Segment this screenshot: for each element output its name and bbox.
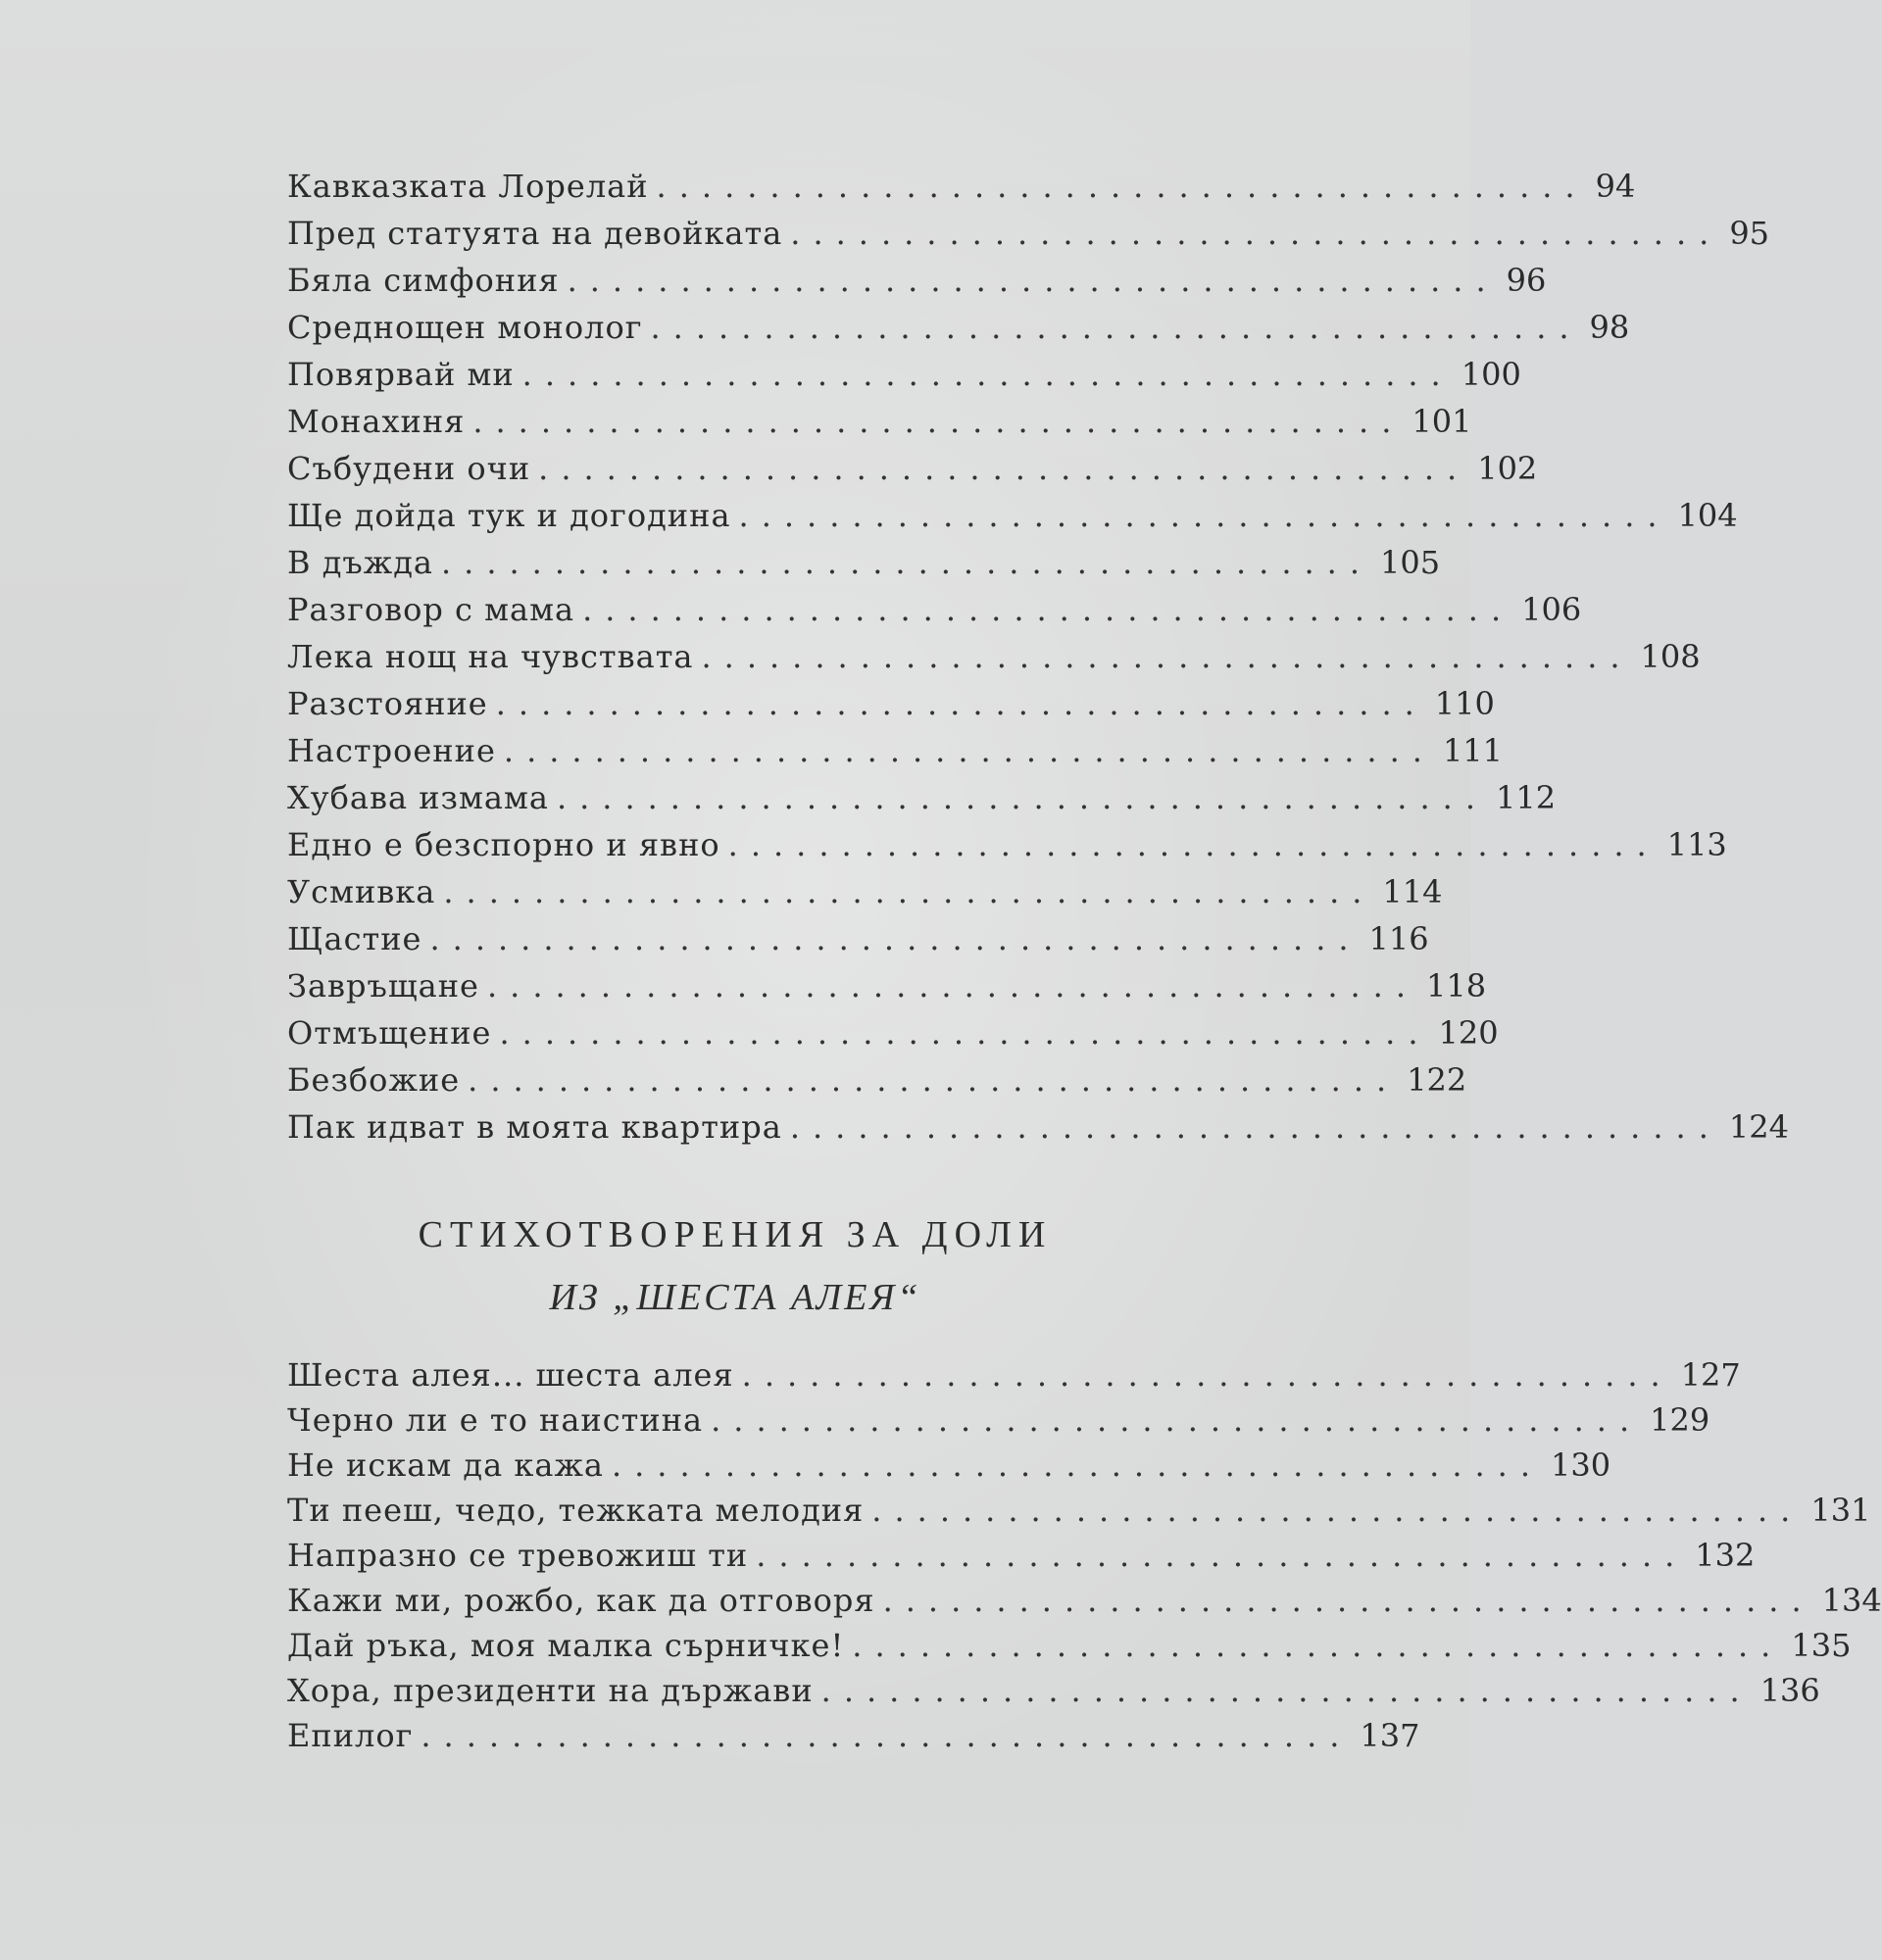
leader-dots: ......................................... [486,967,1419,1004]
toc-entry-page: 129 [1650,1401,1710,1439]
toc-entry-title: Монахиня [287,403,466,440]
toc-entry-page: 110 [1434,685,1495,722]
toc-entry-title: Черно ли е то наистина [287,1401,704,1439]
toc-entry [287,636,1701,677]
toc-entry [287,1580,1882,1621]
toc-entry-page: 122 [1407,1061,1467,1099]
toc-entry-page: 96 [1506,262,1547,299]
leader-dots: ......................................... [556,779,1488,816]
toc-entry-page: 100 [1461,356,1521,393]
leader-dots: ......................................... [499,1014,1431,1052]
toc-entry-title: Хубава измама [287,779,549,816]
leader-dots: ......................................... [711,1401,1643,1439]
leader-dots: ......................................... [790,215,1722,252]
toc-entry-page: 111 [1442,732,1504,769]
leader-dots: ......................................... [421,1717,1353,1754]
toc-entry-page: 116 [1368,920,1429,957]
toc-entry-page: 135 [1791,1627,1852,1664]
toc-entry-title: Отмъщение [287,1014,492,1052]
toc-entry-title: Дай ръка, моя малка сърничке! [287,1627,845,1664]
leader-dots: ......................................... [701,638,1633,675]
leader-dots: ......................................... [871,1492,1804,1529]
toc-entry-title: Безбожие [287,1061,461,1099]
leader-dots: ......................................... [727,826,1659,863]
toc-entry-title: Хора, президенти на държави [287,1672,814,1709]
toc-entry [287,871,1443,912]
toc-entry-title: Събудени очи [287,450,531,487]
toc-entry-title: Едно е безспорно и явно [287,826,720,863]
toc-entry-page: 132 [1695,1537,1756,1574]
toc-entry [287,1354,1741,1396]
toc-entry-page: 98 [1589,309,1630,346]
leader-dots: ......................................... [468,1061,1400,1099]
toc-entry-page: 108 [1640,638,1701,675]
toc-entry [287,166,1636,207]
toc-entry-title: Кавказката Лорелай [287,168,649,205]
toc-entry-title: Бяла симфония [287,262,560,299]
toc-entry [287,918,1429,959]
leader-dots: ......................................... [472,403,1405,440]
toc-entry-page: 105 [1380,544,1441,581]
toc-entry [287,824,1727,865]
toc-entry [287,1625,1852,1666]
toc-entry [287,448,1538,489]
toc-entry [287,354,1521,395]
toc-entry-title: Шеста алея... шеста алея [287,1356,734,1394]
toc-entry-page: 131 [1810,1492,1871,1529]
leader-dots: ......................................... [567,262,1499,299]
toc-entry-title: Пред статуята на девойката [287,215,783,252]
leader-dots: ......................................... [741,1356,1673,1394]
toc-entry-page: 112 [1495,779,1557,816]
toc-entry [287,777,1557,818]
toc-entry [287,1012,1499,1054]
toc-entry [287,1106,1789,1148]
leader-dots: ......................................... [656,168,1588,205]
toc-entry-page: 124 [1728,1108,1789,1146]
toc-entry-title: Щастие [287,920,422,957]
toc-entry-title: Лека нощ на чувствата [287,638,694,675]
toc-entry-page: 104 [1677,497,1738,534]
leader-dots: ......................................... [440,544,1373,581]
toc-entry-title: Среднощен монолог [287,309,643,346]
toc-entry-page: 101 [1412,403,1472,440]
toc-entry-title: Напразно се тревожиш ти [287,1537,749,1574]
toc-entry-title: Завръщане [287,967,479,1004]
leader-dots: ......................................... [443,873,1375,910]
toc-entry-title: Ще дойда тук и догодина [287,497,731,534]
toc-entry-title: Усмивка [287,873,436,910]
leader-dots: ......................................... [756,1537,1688,1574]
toc-entry [287,589,1582,630]
toc-entry-page: 127 [1680,1356,1741,1394]
toc-entry-page: 113 [1666,826,1727,863]
leader-dots: ......................................... [882,1582,1814,1619]
toc-entry-title: Разстояние [287,685,488,722]
section-subheading: ИЗ „ШЕСТА АЛЕЯ“ [549,1277,921,1318]
toc-entry-title: Кажи ми, рожбо, как да отговоря [287,1582,875,1619]
toc-entry [287,401,1472,442]
toc-entry-page: 118 [1426,967,1487,1004]
leader-dots: ......................................... [650,309,1582,346]
leader-dots: ......................................... [820,1672,1753,1709]
toc-entry [287,1059,1467,1101]
toc-entry [287,1670,1820,1711]
toc-entry-page: 134 [1821,1582,1882,1619]
toc-entry-title: В дъжда [287,544,433,581]
toc-entry [287,495,1738,536]
leader-dots: ......................................... [611,1446,1543,1484]
toc-entry-page: 114 [1382,873,1443,910]
toc-entry-page: 94 [1595,168,1636,205]
section-heading: СТИХОТВОРЕНИЯ ЗА ДОЛИ [418,1214,1053,1255]
toc-entry-title: Ти пееш, чедо, тежката мелодия [287,1492,865,1529]
toc-entry-page: 102 [1477,450,1538,487]
toc-entry [287,1490,1871,1531]
leader-dots: ......................................... [521,356,1454,393]
toc-entry [287,965,1487,1006]
toc-entry [287,1715,1420,1756]
toc-entry [287,307,1630,348]
toc-entry [287,730,1504,771]
leader-dots: ......................................... [503,732,1435,769]
toc-entry-page: 120 [1438,1014,1499,1052]
toc-entry-title: Епилог [287,1717,414,1754]
toc-entry [287,1535,1756,1576]
toc-entry-page: 136 [1759,1672,1820,1709]
toc-entry-page: 106 [1521,591,1582,628]
leader-dots: ......................................... [495,685,1427,722]
toc-entry [287,1399,1710,1441]
toc-entry-page: 95 [1729,215,1770,252]
toc-entry-title: Настроение [287,732,496,769]
leader-dots: ......................................... [738,497,1670,534]
leader-dots: ......................................... [538,450,1470,487]
toc-entry [287,260,1547,301]
toc-entry-title: Не искам да кажа [287,1446,604,1484]
leader-dots: ......................................... [789,1108,1721,1146]
toc-entry-title: Повярвай ми [287,356,515,393]
toc-entry-page: 137 [1360,1717,1420,1754]
toc-entry [287,683,1495,724]
toc-entry [287,542,1441,583]
toc-entry [287,1445,1611,1486]
leader-dots: ......................................... [582,591,1514,628]
leader-dots: ......................................... [852,1627,1784,1664]
toc-entry-title: Пак идват в моята квартира [287,1108,782,1146]
toc-entry-title: Разговор с мама [287,591,575,628]
toc-entry-page: 130 [1551,1446,1611,1484]
toc-entry [287,213,1770,254]
leader-dots: ......................................... [429,920,1362,957]
